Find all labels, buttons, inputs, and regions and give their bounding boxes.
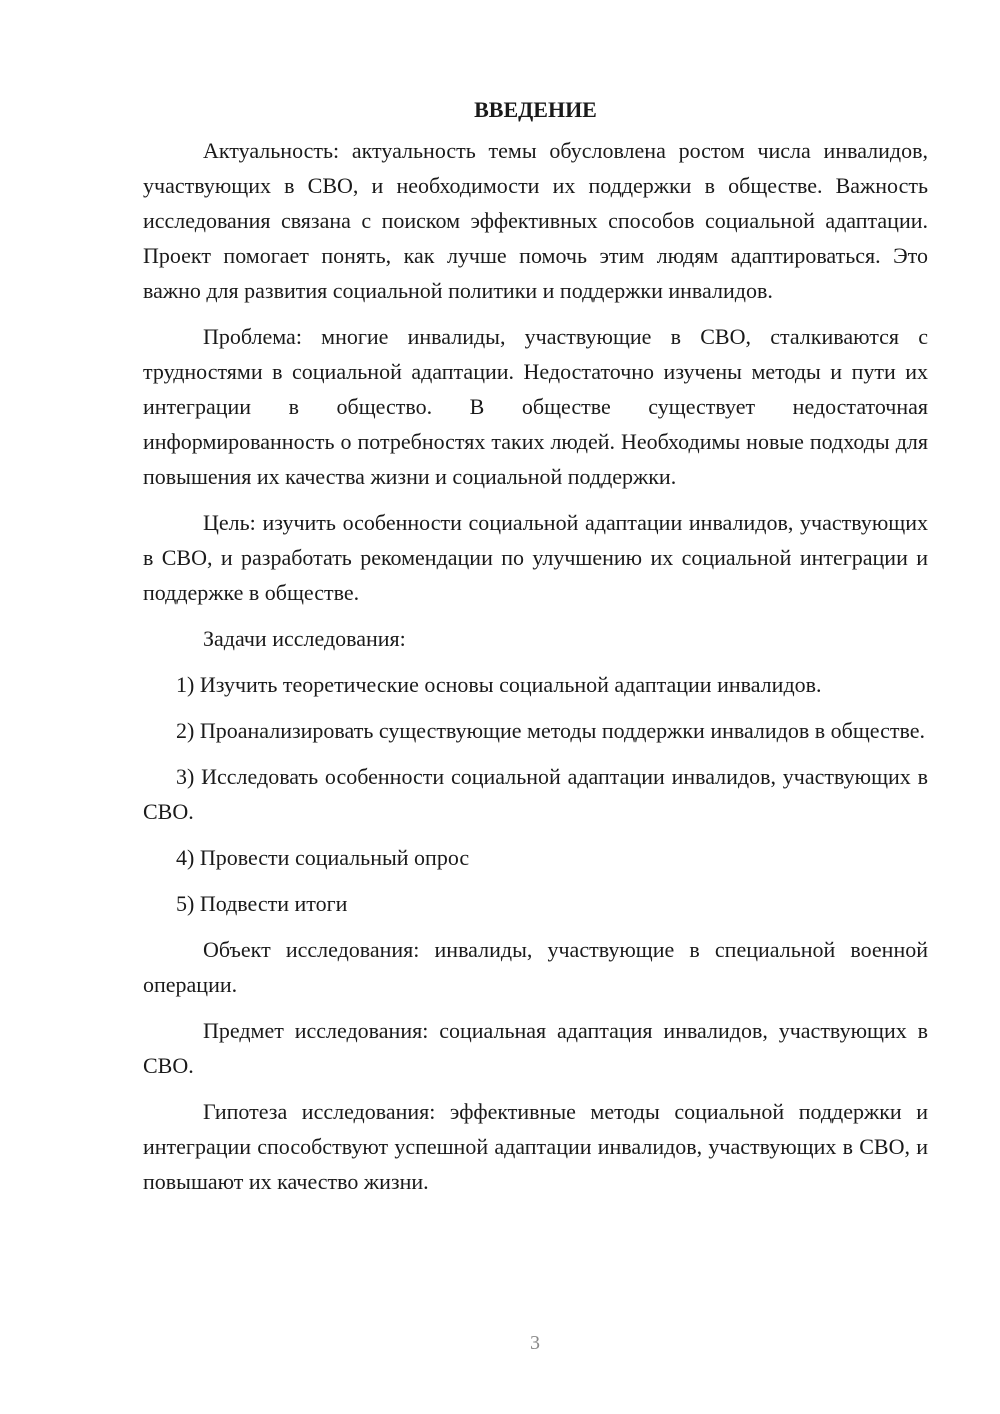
paragraph-relevance: Актуальность: актуальность темы обусловлена ростом числа инвалидов, участвующих в СВО, и необходимости их поддержки в обществе. Важность исследования связана с поиском эффективных способов социальной адаптации. Проект помогает понять, как лучше помочь этим людям адаптироваться. Это важно для развития социальной политики и поддержки инвалидов. xyxy=(143,138,928,303)
task-item-4: 4) Провести социальный опрос xyxy=(176,845,470,870)
page-number: 3 xyxy=(530,1332,540,1354)
section-title: ВВЕДЕНИЕ xyxy=(474,97,597,122)
task-item-1: 1) Изучить теоретические основы социальной адаптации инвалидов. xyxy=(176,672,822,697)
paragraph-goal: Цель: изучить особенности социальной адаптации инвалидов, участвующих в СВО, и разработать рекомендации по улучшению их социальной интеграции и поддержке в обществе. xyxy=(143,510,928,605)
task-item-3: 3) Исследовать особенности социальной адаптации инвалидов, участвующих в СВО. xyxy=(143,764,928,824)
paragraph-tasks-heading: Задачи исследования: xyxy=(203,626,406,651)
task-item-2: 2) Проанализировать существующие методы поддержки инвалидов в обществе. xyxy=(176,718,925,743)
paragraph-problem: Проблема: многие инвалиды, участвующие в СВО, сталкиваются с трудностями в социальной адаптации. Недостаточно изучены методы и пути их интеграции в общество. В обществе существует недостаточная информированность о потребностях таких людей. Необходимы новые подходы для повышения их качества жизни и социальной поддержки. xyxy=(143,324,928,489)
page-content xyxy=(143,92,928,1210)
paragraph-hypothesis: Гипотеза исследования: эффективные методы социальной поддержки и интеграции способствуют успешной адаптации инвалидов, участвующих в СВО, и повышают их качество жизни. xyxy=(143,1099,928,1194)
task-item-5: 5) Подвести итоги xyxy=(176,891,348,916)
paragraph-subject: Предмет исследования: социальная адаптация инвалидов, участвующих в СВО. xyxy=(143,1018,928,1078)
paragraph-object: Объект исследования: инвалиды, участвующие в специальной военной операции. xyxy=(143,937,928,997)
